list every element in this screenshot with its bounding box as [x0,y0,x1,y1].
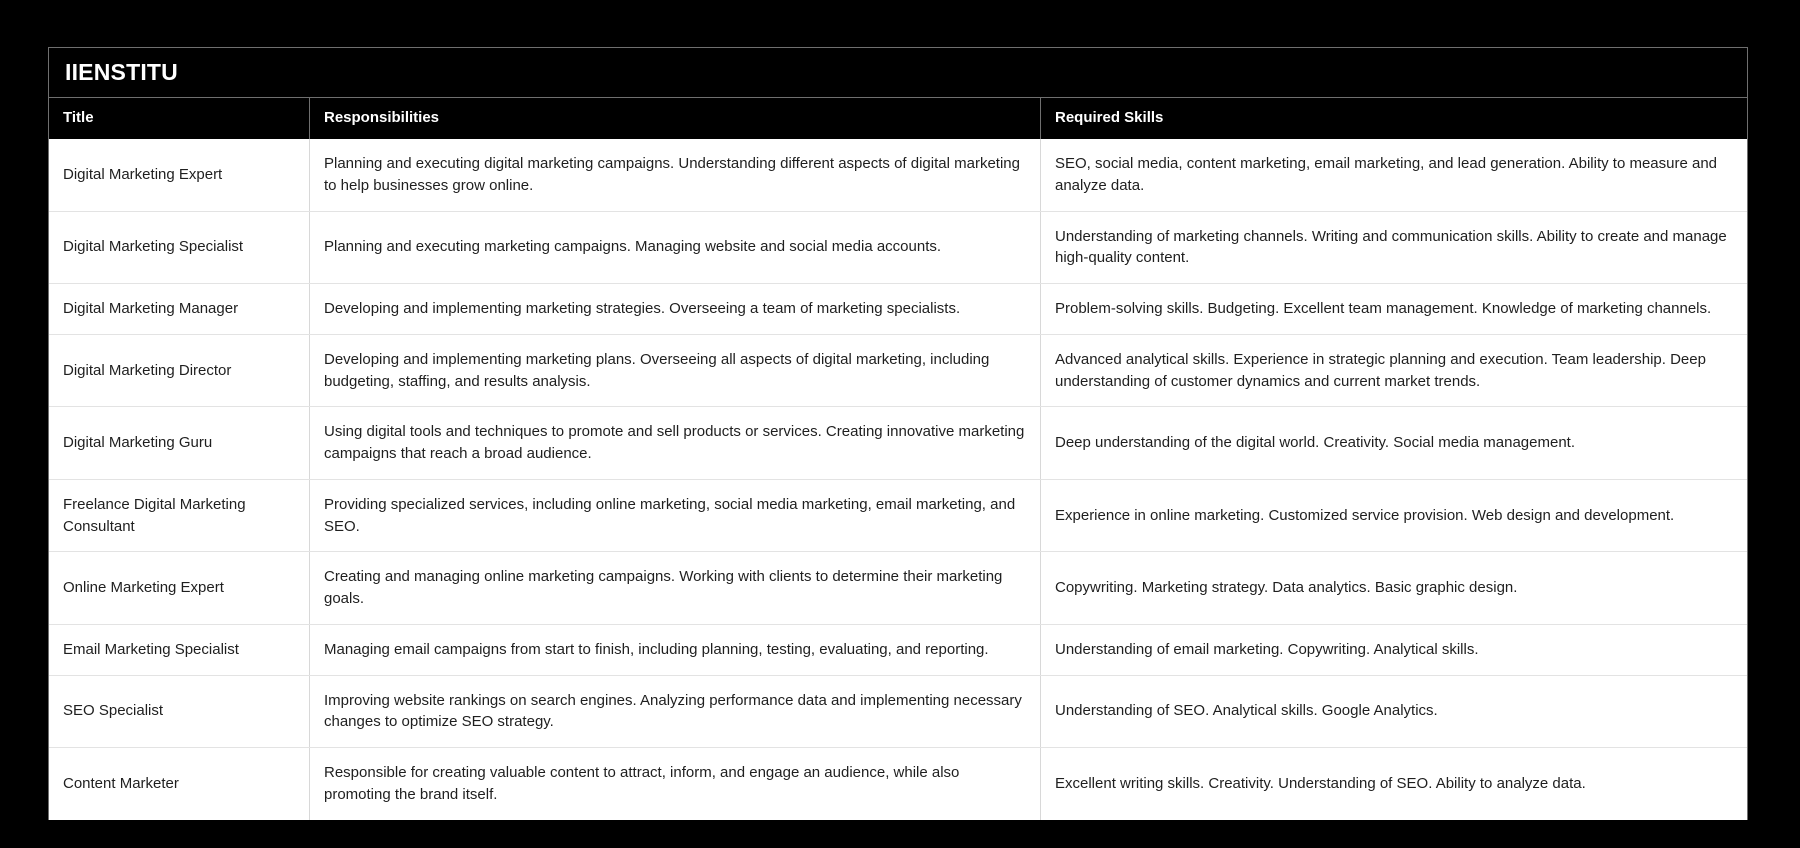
cell-title-text: Digital Marketing Specialist [63,238,244,256]
cell-title [49,284,310,335]
brand-bar [49,48,1747,98]
cell-responsibilities [310,284,1041,335]
cell-required-skills-text: Understanding of marketing channels. Writing and communication skills. Ability to create and manage high-quality content. [1055,227,1727,267]
column-header-responsibilities: Responsibilities [310,98,1041,139]
cell-responsibilities [310,211,1041,284]
roles-table-panel [48,47,1748,820]
cell-required-skills-text: Excellent writing skills. Creativity. Understanding of SEO. Ability to analyze data. [1055,774,1586,792]
cell-required-skills-text: SEO, social media, content marketing, email marketing, and lead generation. Ability to measure and analyze data. [1055,155,1718,194]
cell-responsibilities [310,139,1041,211]
table-row [49,675,1747,748]
cell-title-text: Digital Marketing Guru [63,434,213,452]
cell-responsibilities-text: Developing and implementing marketing plans. Overseeing all aspects of digital marketing, including budgeting, staffing, and results analysis. [324,350,990,390]
table-row [49,479,1747,552]
cell-title [49,139,310,211]
table-row [49,407,1747,480]
table-header [49,98,1747,139]
cell-required-skills-text: Understanding of SEO. Analytical skills. Google Analytics. [1055,702,1438,720]
cell-responsibilities-text: Responsible for creating valuable content to attract, inform, and engage an audience, while also promoting the brand itself. [324,764,960,803]
cell-title-text: Digital Marketing Manager [63,300,239,317]
cell-responsibilities [310,748,1041,820]
cell-responsibilities-text: Managing email campaigns from start to finish, including planning, testing, evaluating, and reporting. [324,640,989,658]
column-header-title: Title [49,98,310,139]
cell-responsibilities-text: Using digital tools and techniques to promote and sell products or services. Creating innovative marketing campaigns that reach a broad audience. [324,423,1025,462]
cell-responsibilities-text: Providing specialized services, including online marketing, social media marketing, email marketing, and SEO. [324,495,1016,535]
cell-required-skills-text: Experience in online marketing. Customized service provision. Web design and development. [1055,506,1675,524]
cell-required-skills [1041,675,1748,748]
cell-required-skills [1041,211,1748,284]
cell-responsibilities [310,334,1041,407]
brand-name: IIENSTITU [65,59,178,85]
cell-responsibilities-text: Creating and managing online marketing campaigns. Working with clients to determine their marketing goals. [324,568,1003,607]
cell-required-skills [1041,479,1748,552]
cell-required-skills [1041,284,1748,335]
cell-required-skills [1041,139,1748,211]
cell-title-text: Digital Marketing Expert [63,165,223,183]
cell-title-text: Content Marketer [63,774,179,792]
cell-title-text: Digital Marketing Director [63,361,232,379]
cell-required-skills-text: Advanced analytical skills. Experience in strategic planning and execution. Team leadership. Deep understanding of customer dynamics and current market trends. [1055,350,1706,390]
cell-title [49,675,310,748]
cell-required-skills [1041,334,1748,407]
cell-responsibilities-text: Improving website rankings on search engines. Analyzing performance data and implementing necessary changes to optimize SEO strategy. [324,691,1022,731]
column-header-required-skills: Required Skills [1041,98,1748,139]
cell-required-skills [1041,552,1748,625]
cell-responsibilities [310,675,1041,748]
table-row [49,211,1747,284]
cell-title-text: Email Marketing Specialist [63,640,239,658]
cell-required-skills-text: Understanding of email marketing. Copywriting. Analytical skills. [1055,640,1479,658]
cell-responsibilities [310,624,1041,675]
cell-responsibilities-text: Planning and executing digital marketing campaigns. Understanding different aspects of digital marketing to help businesses grow online. [324,155,1020,194]
cell-title [49,624,310,675]
cell-required-skills [1041,407,1748,480]
table-row [49,624,1747,675]
cell-responsibilities-text: Developing and implementing marketing strategies. Overseeing a team of marketing specialists. [324,300,961,317]
cell-title [49,552,310,625]
cell-required-skills-text: Deep understanding of the digital world. Creativity. Social media management. [1055,434,1576,452]
cell-responsibilities [310,479,1041,552]
table-row [49,139,1747,211]
cell-responsibilities-text: Planning and executing marketing campaigns. Managing website and social media accounts. [324,238,942,256]
cell-title-text: SEO Specialist [63,702,164,720]
cell-required-skills [1041,748,1748,820]
cell-required-skills [1041,624,1748,675]
cell-responsibilities [310,407,1041,480]
cell-title [49,479,310,552]
cell-title [49,211,310,284]
cell-required-skills-text: Problem-solving skills. Budgeting. Excellent team management. Knowledge of marketing channels. [1055,300,1712,317]
cell-responsibilities [310,552,1041,625]
cell-title [49,407,310,480]
table-body [49,139,1747,820]
table-row [49,284,1747,335]
cell-required-skills-text: Copywriting. Marketing strategy. Data analytics. Basic graphic design. [1055,579,1518,597]
table-row [49,552,1747,625]
cell-title-text: Online Marketing Expert [63,579,224,597]
cell-title-text: Freelance Digital Marketing Consultant [63,495,246,535]
table-row [49,334,1747,407]
digital-marketing-roles-table [49,98,1747,820]
table-row [49,748,1747,820]
cell-title [49,748,310,820]
cell-title [49,334,310,407]
table-header-row [49,98,1747,139]
